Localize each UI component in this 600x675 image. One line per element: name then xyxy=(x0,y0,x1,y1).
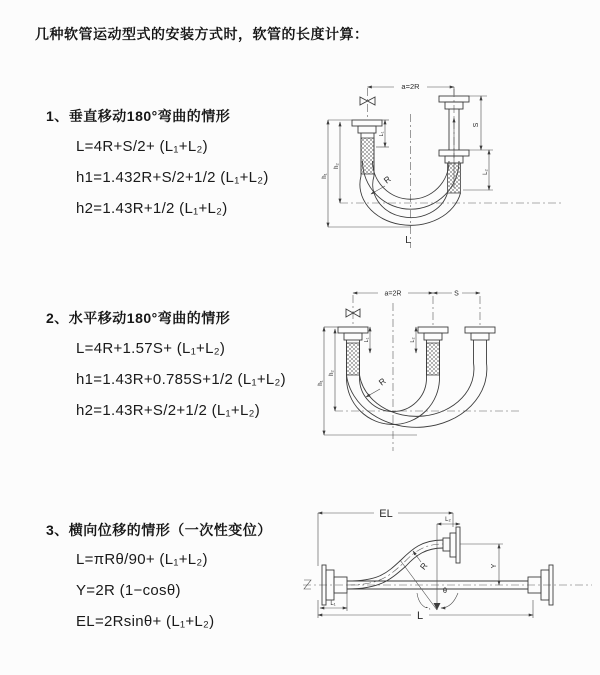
hex-nut xyxy=(424,333,442,340)
dim-label-l2: L₂ xyxy=(445,517,451,523)
dim-label-h2: h₂ xyxy=(334,163,340,169)
dim-label-l2: L₂ xyxy=(483,169,489,175)
formula-line: EL=2Rsinθ+ (L₁+L₂) xyxy=(76,613,215,630)
formula-line: h2=1.43R+1/2 (L₁+L₂) xyxy=(76,200,228,217)
dim-label-a2r: a=2R xyxy=(401,82,420,91)
flange xyxy=(456,527,460,563)
radius-label: R xyxy=(381,173,393,186)
dim-label-el: EL xyxy=(379,508,393,520)
formula-line: h1=1.43R+0.785S+1/2 (L₁+L₂) xyxy=(76,371,286,388)
dim-label-s: S xyxy=(454,290,459,298)
dim-label-l: L xyxy=(416,610,424,622)
flange xyxy=(418,327,448,333)
radius-label: R xyxy=(376,375,388,388)
radius-leader xyxy=(413,551,421,562)
hex-nut xyxy=(344,333,362,340)
formula-line: Y=2R (1−cosθ) xyxy=(76,582,181,599)
flange xyxy=(465,327,495,333)
break-mark xyxy=(304,580,311,589)
dim-label-h2: h₂ xyxy=(329,370,335,376)
hose-bend xyxy=(373,173,448,218)
radius-label: R xyxy=(417,560,430,572)
hose-bend xyxy=(360,363,474,416)
flange xyxy=(338,327,368,333)
dim-label-l1: L₁ xyxy=(364,337,370,343)
formula-line: L=4R+1.57S+ (L₁+L₂) xyxy=(76,340,226,357)
section-1-heading: 1、垂直移动180°弯曲的情形 xyxy=(46,108,231,124)
dim-label-y: Y xyxy=(491,563,498,569)
angle-label: θ xyxy=(442,586,448,595)
hex-nut xyxy=(358,126,376,133)
dim-label-l1: L₁ xyxy=(379,131,385,137)
formula-line: L=πRθ/90+ (L₁+L₂) xyxy=(76,551,208,568)
radius-leader xyxy=(366,389,380,397)
dim-label-h1: h₁ xyxy=(318,380,324,386)
hose-curve xyxy=(347,548,443,589)
angle-arc xyxy=(417,593,430,609)
pipe-stub xyxy=(443,538,450,551)
flange xyxy=(352,120,382,126)
formula-line: L=4R+S/2+ (L₁+L₂) xyxy=(76,138,208,155)
angle-arc xyxy=(441,593,458,608)
length-label: L xyxy=(405,235,411,246)
dim-label-l1: L₁ xyxy=(330,601,336,607)
section-2-heading: 2、水平移动180°弯曲的情形 xyxy=(46,310,231,326)
dim-label-s: S xyxy=(473,122,480,128)
braid-section xyxy=(347,343,360,375)
diagram-lateral-displacement xyxy=(300,500,600,655)
formula-line: h1=1.432R+S/2+1/2 (L₁+L₂) xyxy=(76,169,269,186)
hex-nut xyxy=(471,333,489,340)
dim-label-l2: L₂ xyxy=(410,337,416,343)
dim-label-a2r: a=2R xyxy=(384,290,402,298)
formula-line: h2=1.43R+S/2+1/2 (L₁+L₂) xyxy=(76,402,261,419)
flange xyxy=(450,533,456,557)
section-3-heading: 3、横向位移的情形（一次性变位） xyxy=(46,522,272,538)
braid-section xyxy=(427,343,440,375)
dim-label-h1: h₁ xyxy=(322,173,328,179)
valve-icon xyxy=(360,97,375,105)
diagram-vertical-movement-180 xyxy=(315,76,569,254)
diagram-horizontal-movement-180 xyxy=(312,283,600,463)
page-title: 几种软管运动型式的安装方式时，软管的长度计算： xyxy=(35,26,369,42)
